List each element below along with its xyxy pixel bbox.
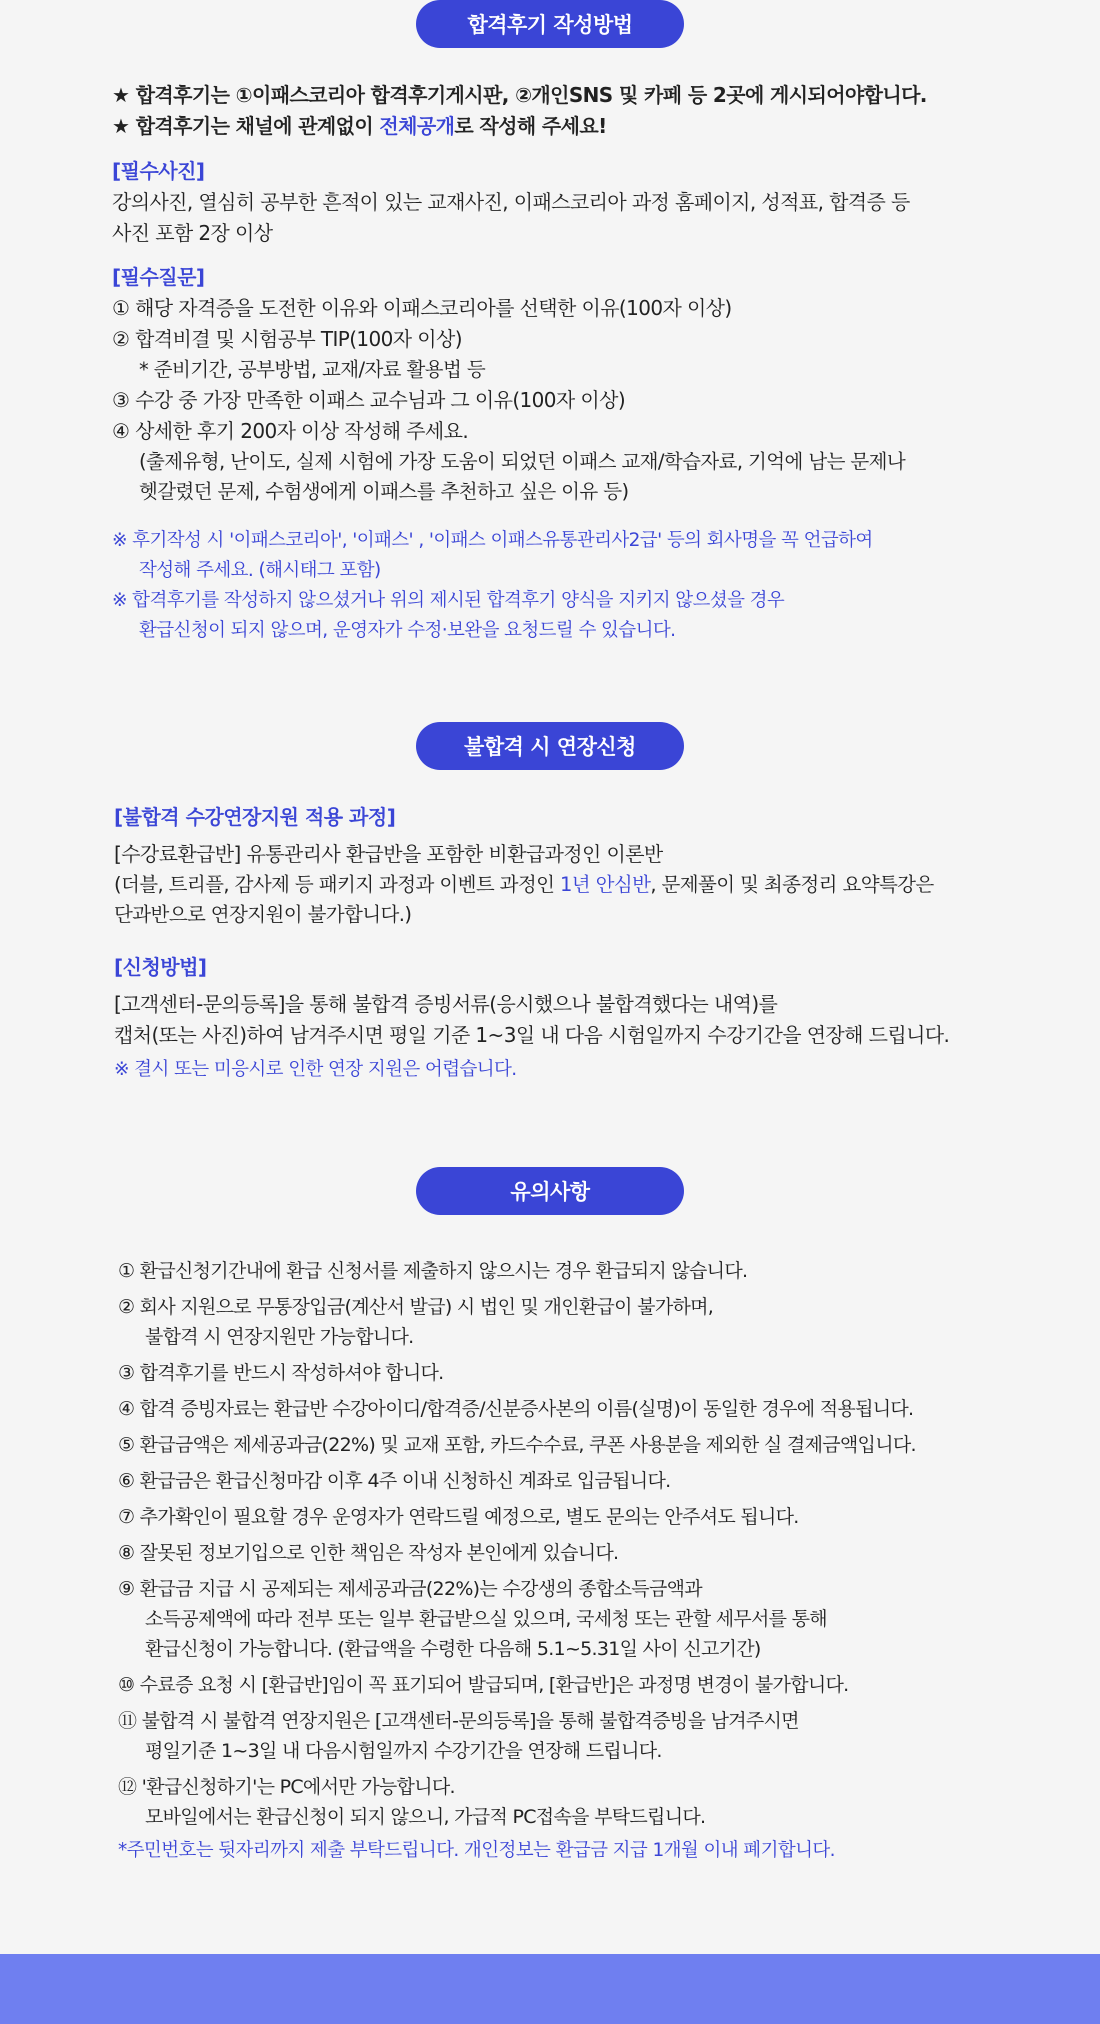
notice-item-11-cont: 평일기준 1~3일 내 다음시험일까지 수강기간을 연장해 드립니다. — [145, 1740, 662, 1762]
question-4: ④ 상세한 후기 200자 이상 작성해 주세요. — [112, 419, 469, 443]
question-4-sub-1: (출제유형, 난이도, 실제 시험에 가장 도움이 되었던 이패스 교재/학습자료, 기억에 남는 문제나 — [139, 450, 906, 473]
notice-item-12-cont: 모바일에서는 환급신청이 되지 않으니, 가급적 PC접속을 부탁드립니다. — [145, 1806, 706, 1828]
review-notes — [112, 526, 1032, 646]
extension-course-line-2 — [114, 870, 1034, 900]
question-4-sub-2: 헷갈렸던 문제, 수험생에게 이패스를 추천하고 싶은 이유 등) — [139, 480, 629, 503]
extension-method-line-2: 캡처(또는 사진)하여 남겨주시면 평일 기준 1~3일 내 다음 시험일까지 수강기간을 연장해 드립니다. — [114, 1023, 950, 1047]
review-note-2a: ※ 합격후기를 작성하지 않으셨거나 위의 제시된 합격후기 양식을 지키지 않으셨을 경우 — [112, 590, 785, 611]
notice-item-12: ⑫ '환급신청하기'는 PC에서만 가능합니다. — [118, 1776, 455, 1798]
course-line2-pre: (더블, 트리플, 감사제 등 패키지 과정과 이벤트 과정인 — [114, 873, 560, 896]
section-title-review-label: 합격후기 작성방법 — [467, 13, 633, 37]
review-intro-line-1: ★ 합격후기는 ①이패스코리아 합격후기게시판, ②개인SNS 및 카페 등 2곳에 게시되어야합니다. — [112, 83, 927, 107]
intro2-pre: ★ 합격후기는 채널에 관계없이 — [112, 114, 380, 138]
extension-course-line-3: 단과반으로 연장지원이 불가합니다.) — [114, 903, 412, 926]
extension-method-line-1: [고객센터-문의등록]을 통해 불합격 증빙서류(응시했으나 불합격했다는 내역)를 — [114, 992, 778, 1016]
review-note-1b: 작성해 주세요. (해시태그 포함) — [139, 560, 381, 581]
footer-band — [0, 1954, 1100, 2024]
question-3: ③ 수강 중 가장 만족한 이패스 교수님과 그 이유(100자 이상) — [112, 388, 626, 412]
notice-item-9-cont-1: 소득공제액에 따라 전부 또는 일부 환급받으실 있으며, 국세청 또는 관할 세무서를 통해 — [145, 1608, 827, 1630]
intro2-emphasis: 전체공개 — [379, 114, 455, 138]
question-1: ① 해당 자격증을 도전한 이유와 이패스코리아를 선택한 이유(100자 이상) — [112, 296, 732, 320]
extension-course-line-1: [수강료환급반] 유통관리사 환급반을 포함한 비환급과정인 이론반 — [114, 842, 663, 866]
notice-item-2-cont: 불합격 시 연장지원만 가능합니다. — [145, 1326, 414, 1348]
notice-item-11: ⑪ 불합격 시 불합격 연장지원은 [고객센터-문의등록]을 통해 불합격증빙을 남겨주시면 — [118, 1710, 799, 1732]
course-line2-emphasis: 1년 안심반 — [559, 873, 651, 896]
notice-item-6: ⑥ 환급금은 환급신청마감 이후 4주 이내 신청하신 계좌로 입금됩니다. — [118, 1470, 671, 1492]
required-photo-tag: [필수사진] — [112, 159, 205, 183]
extension-method-note: ※ 결시 또는 미응시로 인한 연장 지원은 어렵습니다. — [114, 1059, 517, 1080]
extension-course-block — [114, 802, 1034, 930]
notice-item-7: ⑦ 추가확인이 필요할 경우 운영자가 연락드릴 예정으로, 별도 문의는 안주셔도 됩니다. — [118, 1506, 799, 1528]
notice-item-2: ② 회사 지원으로 무통장입금(계산서 발급) 시 법인 및 개인환급이 불가하며, — [118, 1296, 714, 1318]
section-title-extension — [416, 722, 684, 770]
notice-item-10: ⑩ 수료증 요청 시 [환급반]임이 꼭 표기되어 발급되며, [환급반]은 과정명 변경이 불가합니다. — [118, 1674, 849, 1696]
course-line2-post: , 문제풀이 및 최종정리 요약특강은 — [650, 873, 934, 896]
intro2-post: 로 작성해 주세요! — [454, 114, 607, 138]
section-title-notice-label: 유의사항 — [510, 1180, 590, 1204]
review-note-2b: 환급신청이 되지 않으며, 운영자가 수정·보완을 요청드릴 수 있습니다. — [139, 620, 676, 641]
required-photo-line-2: 사진 포함 2장 이상 — [112, 221, 273, 245]
required-question-block — [112, 262, 1032, 507]
question-2-sub: * 준비기간, 공부방법, 교재/자료 활용법 등 — [139, 358, 486, 381]
notice-item-9-cont-2: 환급신청이 가능합니다. (환급액을 수령한 다음해 5.1~5.31일 사이 신고기간) — [145, 1638, 761, 1660]
extension-method-tag: [신청방법] — [114, 955, 207, 979]
notice-item-4: ④ 합격 증빙자료는 환급반 수강아이디/합격증/신분증사본의 이름(실명)이 동일한 경우에 적용됩니다. — [118, 1398, 914, 1420]
review-note-1a: ※ 후기작성 시 '이패스코리아', '이패스' , '이패스 이패스유통관리사2급' 등의 회사명을 꼭 언급하여 — [112, 530, 873, 551]
notice-list — [118, 1256, 1038, 1866]
review-intro-line-2 — [112, 111, 1032, 142]
section-title-notice — [416, 1167, 684, 1215]
notice-item-1: ① 환급신청기간내에 환급 신청서를 제출하지 않으시는 경우 환급되지 않습니다. — [118, 1260, 748, 1282]
extension-course-tag: [불합격 수강연장지원 적용 과정] — [114, 805, 396, 829]
notice-footnote: *주민번호는 뒷자리까지 제출 부탁드립니다. 개인정보는 환급금 지급 1개월 이내 폐기합니다. — [118, 1840, 835, 1861]
extension-method-block — [114, 952, 1034, 1085]
question-2: ② 합격비결 및 시험공부 TIP(100자 이상) — [112, 327, 462, 351]
required-photo-block — [112, 156, 1032, 249]
required-question-tag: [필수질문] — [112, 265, 205, 289]
notice-item-9: ⑨ 환급금 지급 시 공제되는 제세공과금(22%)는 수강생의 종합소득금액과 — [118, 1578, 702, 1600]
required-photo-line-1: 강의사진, 열심히 공부한 흔적이 있는 교재사진, 이패스코리아 과정 홈페이지, 성적표, 합격증 등 — [112, 190, 910, 214]
notice-item-3: ③ 합격후기를 반드시 작성하셔야 합니다. — [118, 1362, 444, 1384]
review-intro — [112, 80, 1032, 142]
section-title-review — [416, 0, 684, 48]
notice-item-8: ⑧ 잘못된 정보기입으로 인한 책임은 작성자 본인에게 있습니다. — [118, 1542, 619, 1564]
notice-item-5: ⑤ 환급금액은 제세공과금(22%) 및 교재 포함, 카드수수료, 쿠폰 사용분을 제외한 실 결제금액입니다. — [118, 1434, 916, 1456]
section-title-extension-label: 불합격 시 연장신청 — [464, 735, 636, 759]
